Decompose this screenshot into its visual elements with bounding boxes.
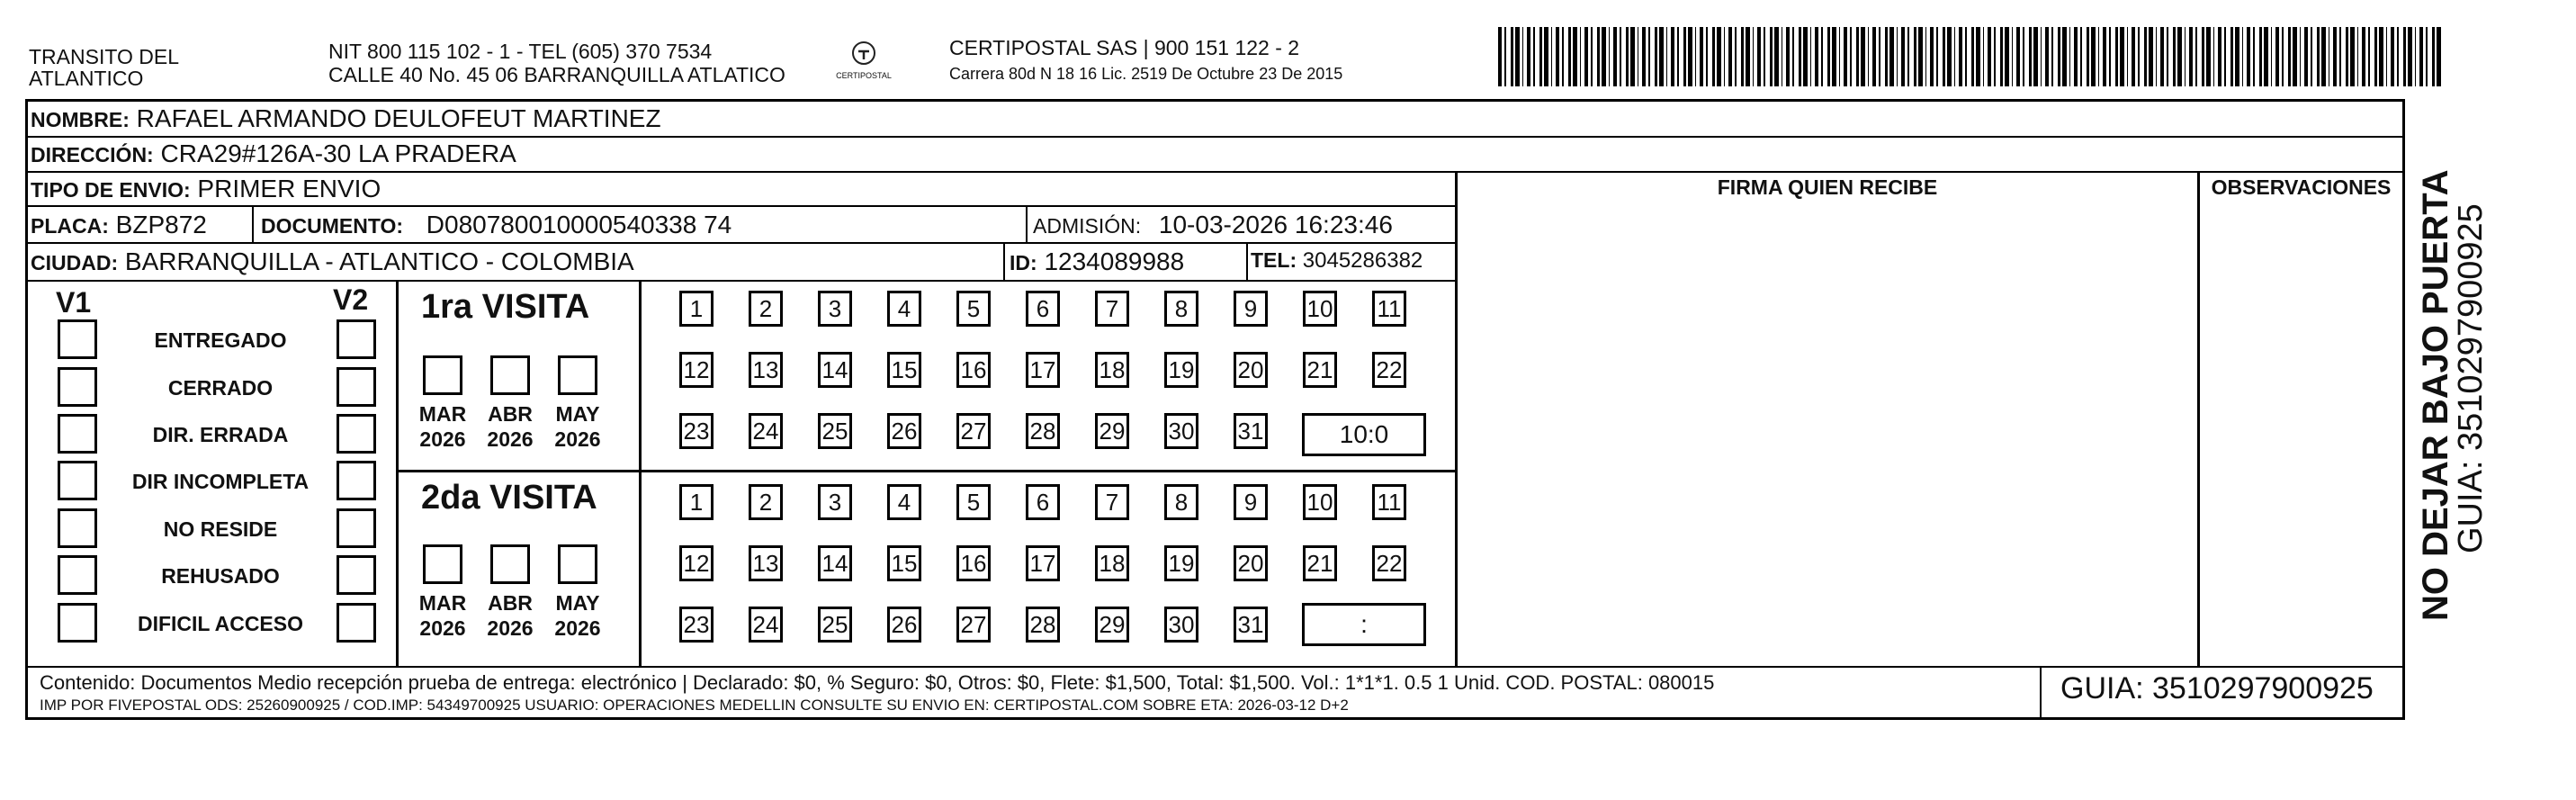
day-box[interactable]: 4 — [887, 291, 921, 327]
day-box[interactable]: 8 — [1164, 484, 1198, 520]
day-box[interactable]: 9 — [1234, 484, 1268, 520]
sender-name-line2: ATLANTICO — [29, 67, 144, 90]
day-box[interactable]: 9 — [1234, 291, 1268, 327]
sender-address: CALLE 40 No. 45 06 BARRANQUILLA ATLATICO — [328, 63, 785, 86]
id-value: 1234089988 — [1044, 247, 1185, 275]
v1-checkbox[interactable] — [58, 319, 97, 359]
day-box[interactable]: 1 — [679, 291, 714, 327]
day-box[interactable]: 20 — [1234, 545, 1268, 581]
day-box[interactable]: 7 — [1095, 291, 1129, 327]
day-box[interactable]: 12 — [679, 545, 714, 581]
day-box[interactable]: 28 — [1026, 607, 1060, 643]
day-box[interactable]: 11 — [1372, 484, 1406, 520]
day-box[interactable]: 21 — [1303, 545, 1337, 581]
day-box[interactable]: 20 — [1234, 352, 1268, 388]
reason-label: DIR. ERRADA — [152, 423, 289, 446]
placa-row — [31, 211, 207, 239]
v1-checkbox[interactable] — [58, 555, 97, 595]
day-box[interactable]: 19 — [1164, 545, 1198, 581]
reason-label: REHUSADO — [161, 564, 280, 588]
month-label: ABR — [488, 402, 533, 426]
day-box[interactable]: 15 — [887, 352, 921, 388]
day-box[interactable]: 29 — [1095, 607, 1129, 643]
day-box[interactable]: 26 — [887, 413, 921, 449]
day-box[interactable]: 10 — [1303, 484, 1337, 520]
day-box[interactable]: 2 — [749, 291, 783, 327]
day-box[interactable]: 25 — [818, 413, 852, 449]
v1-checkbox[interactable] — [58, 603, 97, 643]
month-label: MAR — [418, 591, 467, 615]
month-checkbox[interactable] — [423, 355, 462, 395]
v2-checkbox[interactable] — [337, 461, 376, 500]
day-box[interactable]: 7 — [1095, 484, 1129, 520]
month-checkbox[interactable] — [558, 544, 597, 584]
side-guia: GUIA: 3510297900925 — [2452, 203, 2490, 553]
documento-value: D080780010000540338 74 — [426, 211, 732, 238]
reason-label: ENTREGADO — [154, 328, 287, 352]
reason-label: CERRADO — [167, 376, 274, 400]
day-box[interactable]: 16 — [956, 352, 991, 388]
day-box[interactable]: 25 — [818, 607, 852, 643]
day-box[interactable]: 27 — [956, 413, 991, 449]
day-box[interactable]: 28 — [1026, 413, 1060, 449]
year-label: 2026 — [554, 616, 601, 640]
day-box[interactable]: 1 — [679, 484, 714, 520]
admision-value: 10-03-2026 16:23:46 — [1158, 211, 1393, 238]
month-label: MAY — [555, 591, 600, 615]
day-box[interactable]: 8 — [1164, 291, 1198, 327]
side-warning: NO DEJAR BAJO PUERTA — [2416, 169, 2455, 621]
ciudad-row — [31, 247, 634, 276]
day-box[interactable]: 2 — [749, 484, 783, 520]
day-box[interactable]: 12 — [679, 352, 714, 388]
day-box[interactable]: 17 — [1026, 545, 1060, 581]
tipo-value: PRIMER ENVIO — [197, 175, 381, 202]
day-box[interactable]: 6 — [1026, 484, 1060, 520]
v2-checkbox[interactable] — [337, 603, 376, 643]
day-box[interactable]: 14 — [818, 352, 852, 388]
year-label: 2026 — [419, 616, 466, 640]
direccion-value: CRA29#126A-30 LA PRADERA — [160, 139, 516, 167]
tel-row — [1251, 248, 1423, 274]
day-box[interactable]: 5 — [956, 291, 991, 327]
tipo-label: TIPO DE ENVIO: — [31, 178, 191, 202]
day-box[interactable]: 31 — [1234, 413, 1268, 449]
admision-row — [1033, 211, 1393, 239]
month-checkbox[interactable] — [490, 544, 530, 584]
documento-row — [261, 211, 732, 239]
day-box[interactable]: 16 — [956, 545, 991, 581]
placa-value: BZP872 — [115, 211, 207, 238]
month-checkbox[interactable] — [490, 355, 530, 395]
day-box[interactable]: 23 — [679, 413, 714, 449]
month-label: MAY — [555, 402, 600, 426]
v2-checkbox[interactable] — [337, 555, 376, 595]
direccion-row — [31, 139, 516, 168]
year-label: 2026 — [554, 427, 601, 451]
v1-checkbox[interactable] — [58, 367, 97, 407]
nombre-value: RAFAEL ARMANDO DEULOFEUT MARTINEZ — [136, 104, 661, 132]
v2-checkbox[interactable] — [337, 367, 376, 407]
footer-contenido: Contenido: Documentos Medio recepción prueba de entrega: electrónico | Declarado: $0, % Seguro: $0, Otros: $0, Flete: $1,500, Total: $1,500. Vol.: 1*1*1. 0.5 1 Unid. COD. POSTAL: 080015 — [40, 671, 1715, 694]
v2-checkbox[interactable] — [337, 319, 376, 359]
v1-checkbox[interactable] — [58, 461, 97, 500]
day-box[interactable]: 5 — [956, 484, 991, 520]
logo-icon — [850, 40, 877, 67]
day-box[interactable]: 24 — [749, 413, 783, 449]
tipo-row — [31, 175, 381, 203]
nombre-label: NOMBRE: — [31, 108, 130, 131]
second-visit-title: 2da VISITA — [421, 479, 597, 517]
year-label: 2026 — [487, 616, 534, 640]
company-license: Carrera 80d N 18 16 Lic. 2519 De Octubre 23 De 2015 — [949, 65, 1343, 83]
day-box[interactable]: 19 — [1164, 352, 1198, 388]
day-box[interactable]: 10 — [1303, 291, 1337, 327]
tel-label: TEL: — [1251, 248, 1297, 272]
barcode — [1498, 27, 2443, 86]
day-box[interactable]: 3 — [818, 484, 852, 520]
day-box[interactable]: 13 — [749, 545, 783, 581]
tel-value: 3045286382 — [1302, 248, 1423, 273]
day-box[interactable]: 18 — [1095, 352, 1129, 388]
company-name: CERTIPOSTAL SAS | 900 151 122 - 2 — [949, 36, 1300, 59]
day-box[interactable]: 29 — [1095, 413, 1129, 449]
day-box[interactable]: 6 — [1026, 291, 1060, 327]
day-box[interactable]: 3 — [818, 291, 852, 327]
time-box[interactable]: : — [1302, 603, 1426, 646]
day-box[interactable]: 24 — [749, 607, 783, 643]
month-checkbox[interactable] — [558, 355, 597, 395]
day-box[interactable]: 23 — [679, 607, 714, 643]
year-label: 2026 — [487, 427, 534, 451]
direccion-label: DIRECCIÓN: — [31, 143, 154, 166]
day-box[interactable]: 22 — [1372, 352, 1406, 388]
day-box[interactable]: 4 — [887, 484, 921, 520]
first-visit-title: 1ra VISITA — [421, 288, 590, 326]
logo-text: CERTIPOSTAL — [836, 71, 892, 80]
footer-imp: IMP POR FIVEPOSTAL ODS: 25260900925 / COD.IMP: 54349700925 USUARIO: OPERACIONES MEDELLIN CONSULTE SU ENVIO EN: CERTIPOSTAL.COM SOBRE ETA: 2026-03-12 D+2 — [40, 697, 1349, 714]
v1-label: V1 — [56, 286, 92, 319]
day-box[interactable]: 14 — [818, 545, 852, 581]
reason-label: NO RESIDE — [163, 517, 278, 541]
reason-label: DIR INCOMPLETA — [131, 470, 310, 493]
reason-label: DIFICIL ACCESO — [137, 612, 303, 635]
day-box[interactable]: 21 — [1303, 352, 1337, 388]
day-box[interactable]: 18 — [1095, 545, 1129, 581]
v2-checkbox[interactable] — [337, 508, 376, 548]
day-box[interactable]: 30 — [1164, 607, 1198, 643]
day-box[interactable]: 11 — [1372, 291, 1406, 327]
sender-nit: NIT 800 115 102 - 1 - TEL (605) 370 7534 — [328, 40, 713, 63]
observaciones-header: OBSERVACIONES — [2211, 175, 2392, 199]
ciudad-value: BARRANQUILLA - ATLANTICO - COLOMBIA — [124, 247, 634, 275]
id-row — [1010, 247, 1184, 276]
year-label: 2026 — [419, 427, 466, 451]
documento-label: DOCUMENTO: — [261, 214, 404, 238]
day-box[interactable]: 17 — [1026, 352, 1060, 388]
admision-label: ADMISIÓN: — [1033, 214, 1142, 238]
placa-label: PLACA: — [31, 214, 109, 238]
day-box[interactable]: 22 — [1372, 545, 1406, 581]
certipostal-logo — [832, 40, 895, 85]
v2-label: V2 — [333, 283, 369, 316]
day-box[interactable]: 26 — [887, 607, 921, 643]
id-label: ID: — [1010, 251, 1037, 274]
day-box[interactable]: 13 — [749, 352, 783, 388]
day-box[interactable]: 27 — [956, 607, 991, 643]
month-checkbox[interactable] — [423, 544, 462, 584]
firma-header: FIRMA QUIEN RECIBE — [1717, 175, 1938, 199]
month-label: MAR — [418, 402, 467, 426]
v2-checkbox[interactable] — [337, 414, 376, 454]
ciudad-label: CIUDAD: — [31, 251, 119, 274]
nombre-row — [31, 104, 661, 133]
v1-checkbox[interactable] — [58, 414, 97, 454]
month-label: ABR — [488, 591, 533, 615]
day-box[interactable]: 15 — [887, 545, 921, 581]
v1-checkbox[interactable] — [58, 508, 97, 548]
sender-name-line1: TRANSITO DEL — [29, 45, 179, 68]
footer-guia: GUIA: 3510297900925 — [2060, 671, 2374, 706]
time-box[interactable]: 10:0 — [1302, 413, 1426, 456]
day-box[interactable]: 30 — [1164, 413, 1198, 449]
day-box[interactable]: 31 — [1234, 607, 1268, 643]
